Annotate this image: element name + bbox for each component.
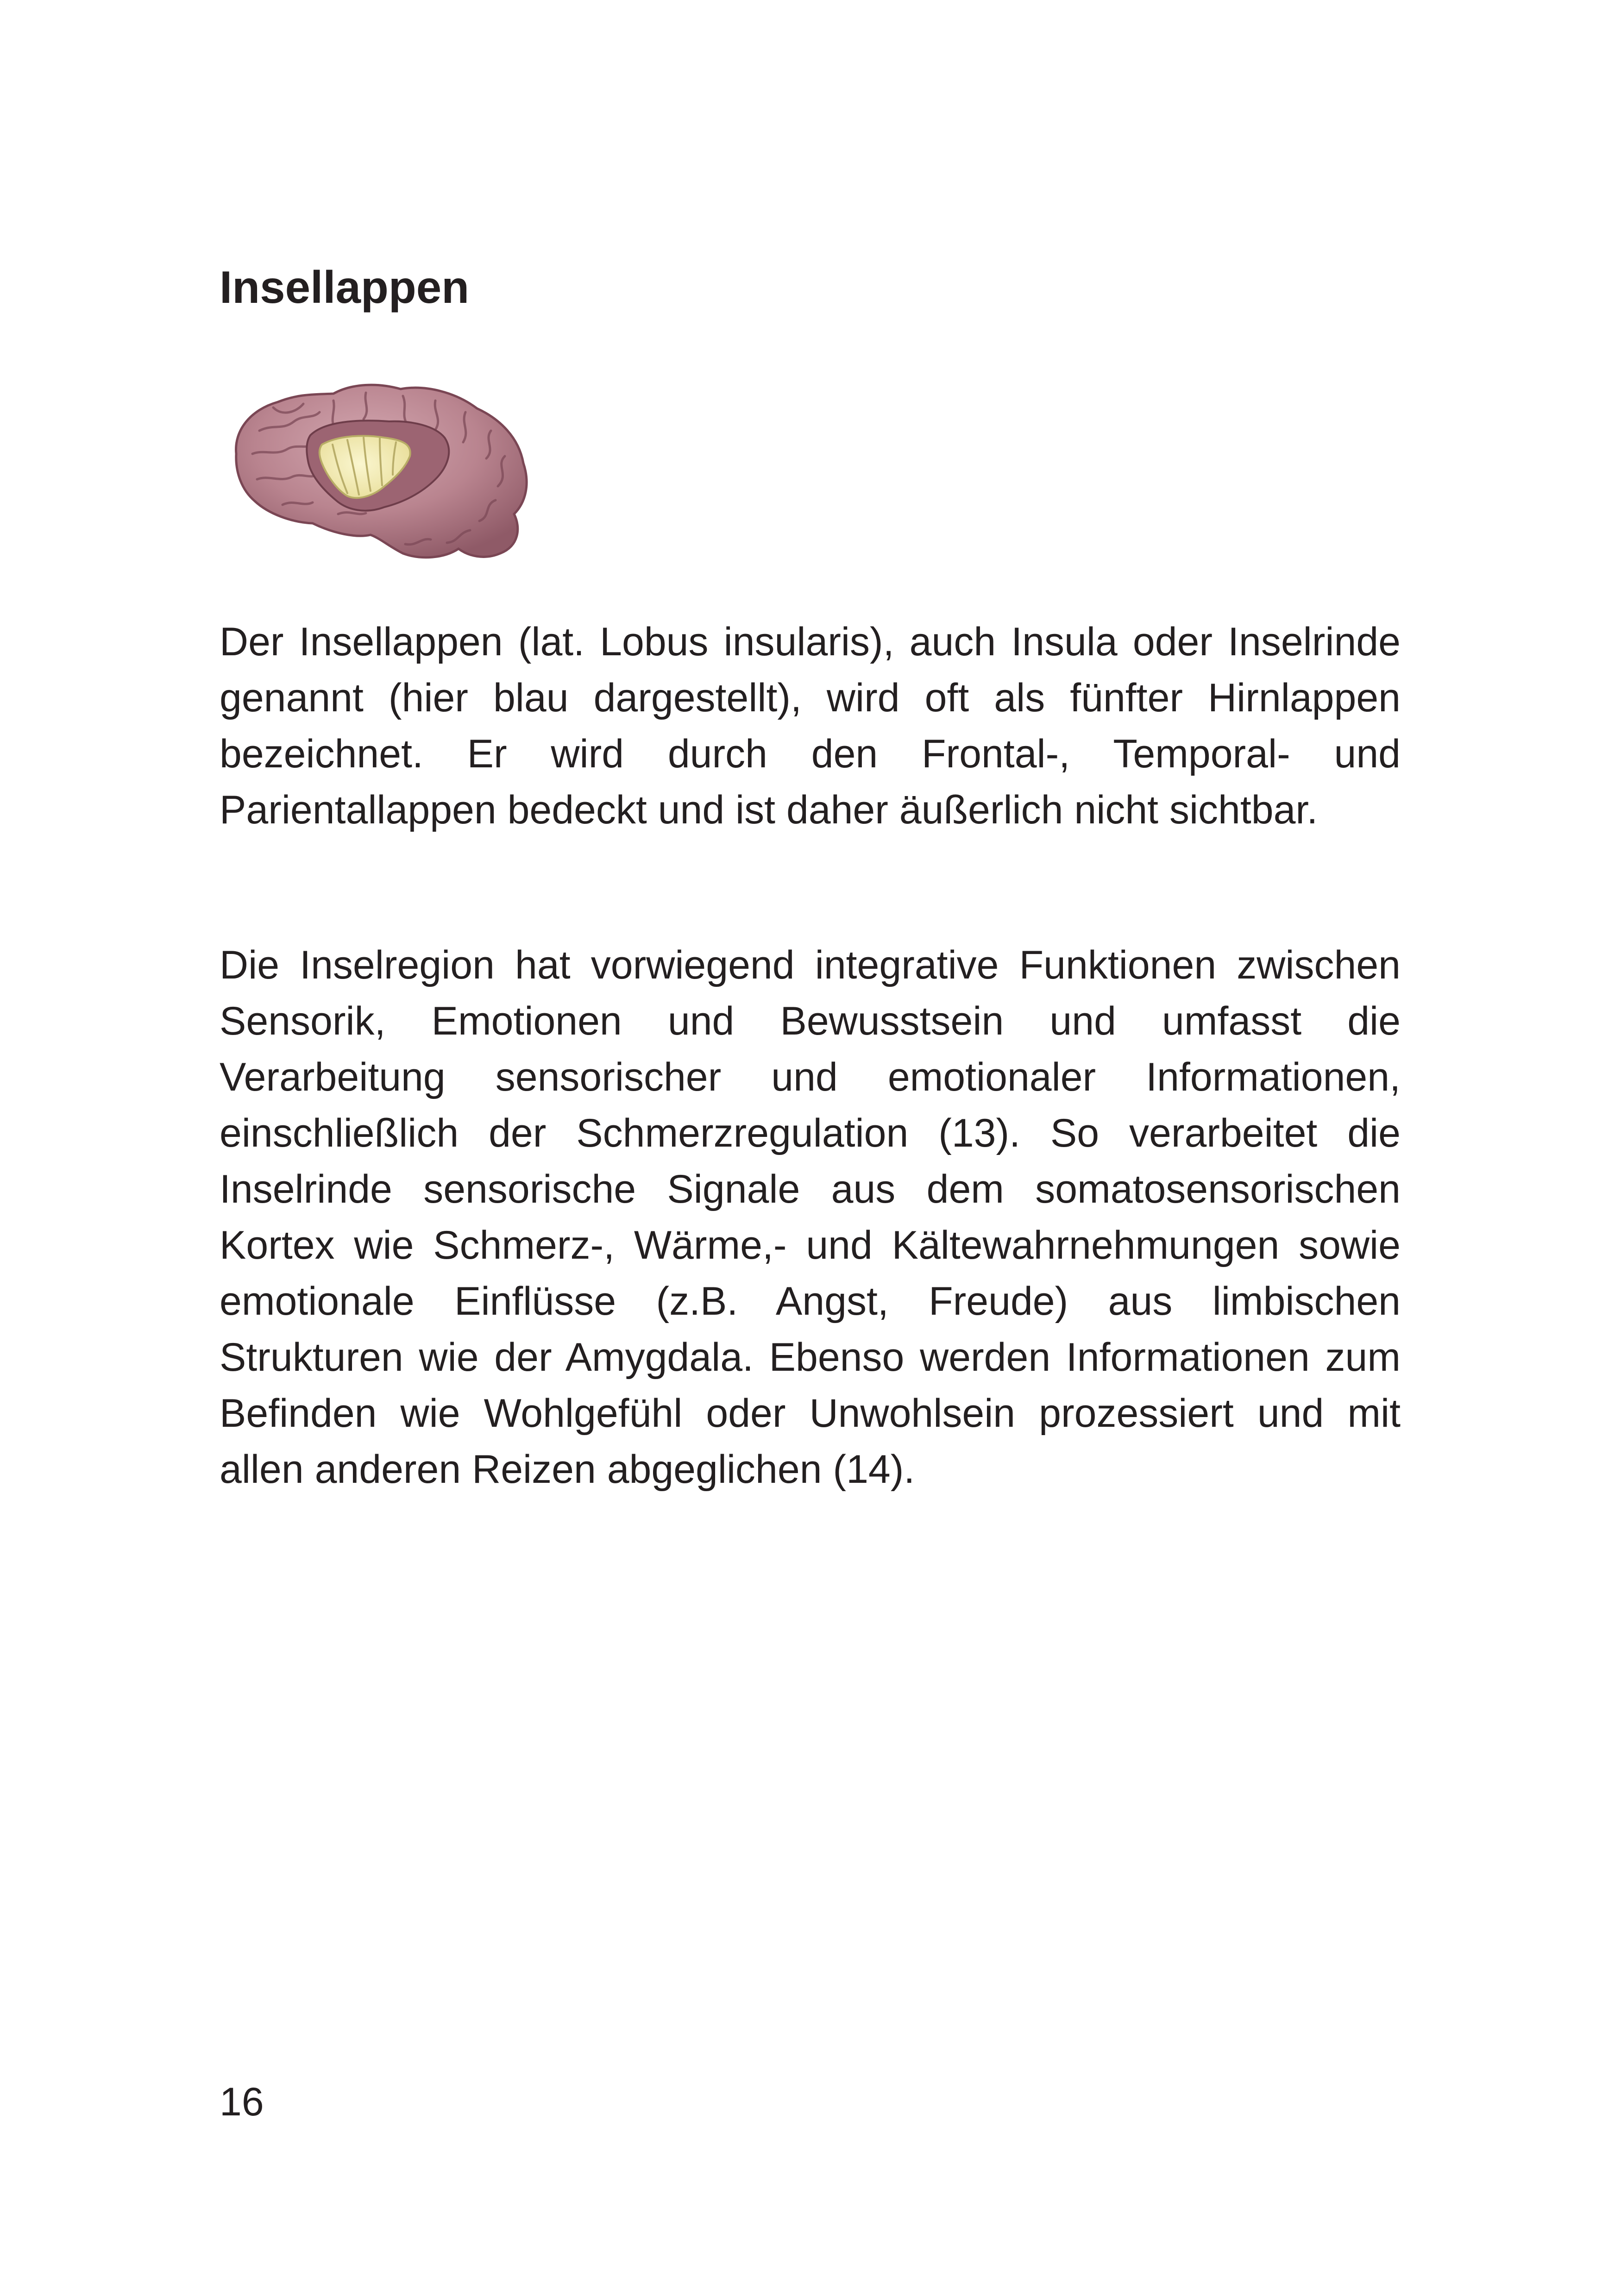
section-heading: Insellappen — [220, 262, 470, 313]
page-number: 16 — [220, 2080, 264, 2124]
paragraph-function: Die Inselregion hat vorwiegend integrative Funktionen zwischen Sensorik, Emotionen und Bewusstsein und umfasst die Verarbeitung sensorischer und emotionaler Informationen, einschließlich der Schmerzregulation (13). So verarbeitet die Inselrinde sensorische Signale aus dem somatosensorischen Kortex wie Schmerz-, Wärme,- und Kältewahrnehmungen sowie emotionale Einflüsse (z.B. Angst, Freude) aus limbischen Strukturen wie der Amygdala. Ebenso werden Informationen zum Befinden wie Wohlgefühl oder Unwohlsein prozessiert und mit allen anderen Reizen abgeglichen (14). — [220, 943, 1401, 1492]
paragraph-intro: Der Insellappen (lat. Lobus insularis), auch Insula oder Inselrinde genannt (hier blau dargestellt), wird oft als fünfter Hirnlappen bezeichnet. Er wird durch den Frontal-, Temporal- und Parientallappen bedeckt und ist daher äußerlich nicht sichtbar. — [220, 620, 1401, 832]
brain-insula-illustration-icon — [218, 375, 547, 570]
